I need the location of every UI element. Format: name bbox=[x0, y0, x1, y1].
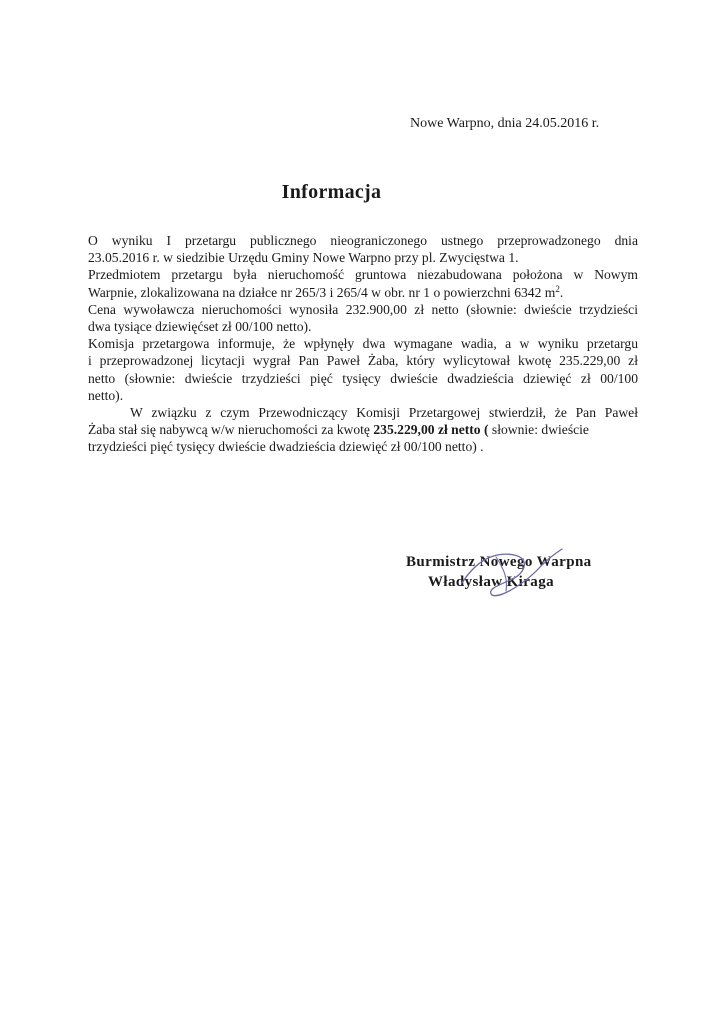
signatory-name: Władysław Kiraga bbox=[428, 574, 554, 590]
body-line: netto (słownie: dwieście trzydzieści pięć tysięcy dwieście dwadzieścia dziewięć zł 00/100 bbox=[88, 370, 638, 386]
handwritten-signature-icon bbox=[456, 543, 566, 597]
document-title: Informacja bbox=[281, 181, 382, 203]
body-line: Komisja przetargowa informuje, że wpłynęły dwa wymagane wadia, a w wyniku przetargu bbox=[88, 336, 638, 352]
body-line: Cena wywoławcza nieruchomości wynosiła 232.900,00 zł netto (słownie: dwieście trzydzieści bbox=[88, 301, 638, 317]
body-line bbox=[88, 421, 638, 438]
body-line: trzydzieści pięć tysięcy dwieście dwadzieścia dziewięć zł 00/100 netto) . bbox=[88, 439, 484, 455]
body-line: dwa tysiące dziewięćset zł 00/100 netto). bbox=[88, 318, 312, 334]
body-line: netto). bbox=[88, 387, 124, 403]
bold-amount: 235.229,00 zł netto ( bbox=[373, 422, 489, 438]
body-line: O wyniku I przetargu publicznego nieograniczonego ustnego przeprowadzonego dnia bbox=[88, 233, 638, 248]
signatory-title: Burmistrz Nowego Warpna bbox=[406, 554, 592, 570]
body-text: . bbox=[559, 284, 564, 300]
body-line: Przedmiotem przetargu była nieruchomość gruntowa niezabudowana położona w Nowym bbox=[88, 267, 638, 283]
place-and-date: Nowe Warpno, dnia 24.05.2016 r. bbox=[410, 116, 600, 131]
body-text: słownie: dwieście bbox=[488, 422, 589, 438]
body-text: Żaba stał się nabywcą w/w nieruchomości za kwotę bbox=[88, 422, 374, 438]
superscript-exponent: 2 bbox=[555, 283, 560, 294]
body-line bbox=[88, 284, 638, 301]
body-line: i przeprowadzonej licytacji wygrał Pan Paweł Żaba, który wylicytował kwotę 235.229,00 zł bbox=[88, 353, 638, 369]
body-text: Warpnie, zlokalizowana na działce nr 265/3 i 265/4 w obr. nr 1 o powierzchni 6342 m bbox=[88, 284, 556, 300]
body-line: 23.05.2016 r. w siedzibie Urzędu Gminy Nowe Warpno przy pl. Zwycięstwa 1. bbox=[88, 250, 519, 266]
body-line: W związku z czym Przewodniczący Komisji Przetargowej stwierdził, że Pan Paweł bbox=[130, 404, 638, 420]
document-body bbox=[88, 232, 638, 455]
